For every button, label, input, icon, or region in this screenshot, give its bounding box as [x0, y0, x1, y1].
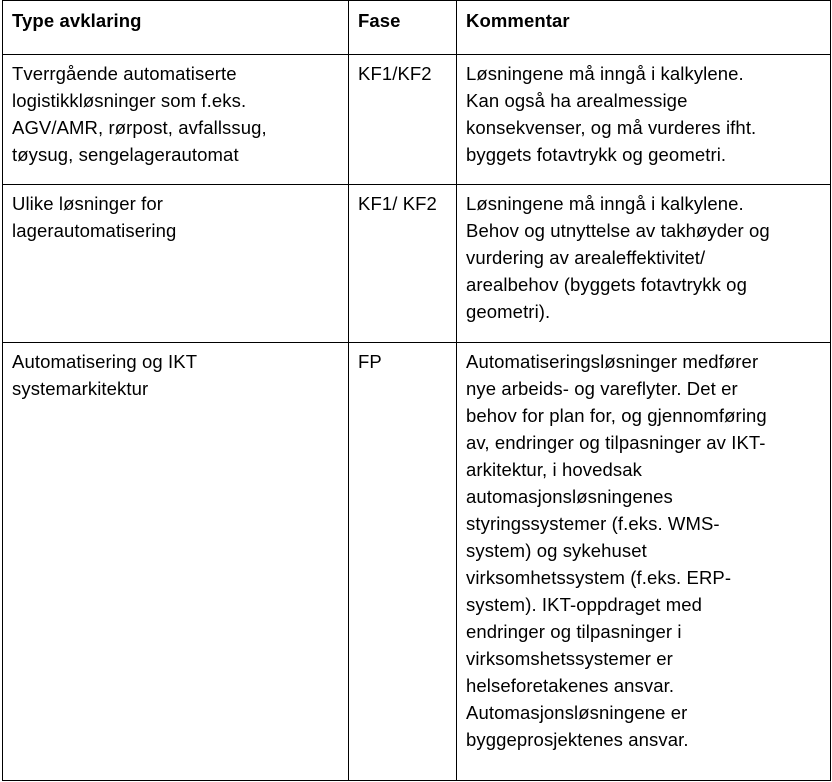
table-row: [3, 55, 831, 185]
type-line: AGV/AMR, rørpost, avfallssug,: [12, 117, 267, 138]
type-line: tøysug, sengelagerautomat: [12, 144, 239, 165]
header-type: Type avklaring: [3, 1, 349, 55]
table-header-row: [3, 1, 831, 55]
clarification-table: [2, 0, 831, 781]
comment-line: Behov og utnyttelse av takhøyder og: [466, 220, 770, 241]
type-cell: [3, 343, 349, 781]
comment-line: byggeprosjektenes ansvar.: [466, 729, 689, 750]
comment-line: konsekvenser, og må vurderes ifht.: [466, 117, 757, 138]
comment-line: automasjonsløsningenes: [466, 486, 673, 507]
type-line: Ulike løsninger for: [12, 193, 163, 214]
comment-line: nye arbeids- og vareflyter. Det er: [466, 378, 738, 399]
comment-line: vurdering av arealeffektivitet/: [466, 247, 706, 268]
type-line: Tverrgående automatiserte: [12, 63, 237, 84]
type-cell: [3, 185, 349, 343]
table-row: [3, 185, 831, 343]
comment-line: av, endringer og tilpasninger av IKT-: [466, 432, 766, 453]
comment-line: styringssystemer (f.eks. WMS-: [466, 513, 720, 534]
comment-line: arealbehov (byggets fotavtrykk og: [466, 274, 747, 295]
comment-line: Løsningene må inngå i kalkylene.: [466, 63, 744, 84]
comment-line: helseforetakenes ansvar.: [466, 675, 675, 696]
comment-line: endringer og tilpasninger i: [466, 621, 682, 642]
header-phase: Fase: [349, 1, 457, 55]
comment-cell: [457, 343, 831, 781]
comment-line: byggets fotavtrykk og geometri.: [466, 144, 727, 165]
comment-line: Kan også ha arealmessige: [466, 90, 688, 111]
comment-cell: [457, 55, 831, 185]
comment-line: geometri).: [466, 301, 551, 322]
comment-line: virksomshetssystemer er: [466, 648, 673, 669]
phase-cell: FP: [349, 343, 457, 781]
table-row: [3, 343, 831, 781]
type-line: lagerautomatisering: [12, 220, 177, 241]
comment-line: arkitektur, i hovedsak: [466, 459, 642, 480]
comment-line: Automasjonsløsningene er: [466, 702, 688, 723]
type-line: logistikkløsninger som f.eks.: [12, 90, 247, 111]
comment-line: system). IKT-oppdraget med: [466, 594, 702, 615]
phase-cell: KF1/KF2: [349, 55, 457, 185]
comment-line: Løsningene må inngå i kalkylene.: [466, 193, 744, 214]
comment-line: virksomhetssystem (f.eks. ERP-: [466, 567, 732, 588]
header-comment: Kommentar: [457, 1, 831, 55]
phase-cell: KF1/ KF2: [349, 185, 457, 343]
type-line: systemarkitektur: [12, 378, 149, 399]
comment-line: behov for plan for, og gjennomføring: [466, 405, 767, 426]
comment-line: system) og sykehuset: [466, 540, 647, 561]
comment-cell: [457, 185, 831, 343]
comment-line: Automatiseringsløsninger medfører: [466, 351, 759, 372]
type-cell: [3, 55, 349, 185]
type-line: Automatisering og IKT: [12, 351, 198, 372]
